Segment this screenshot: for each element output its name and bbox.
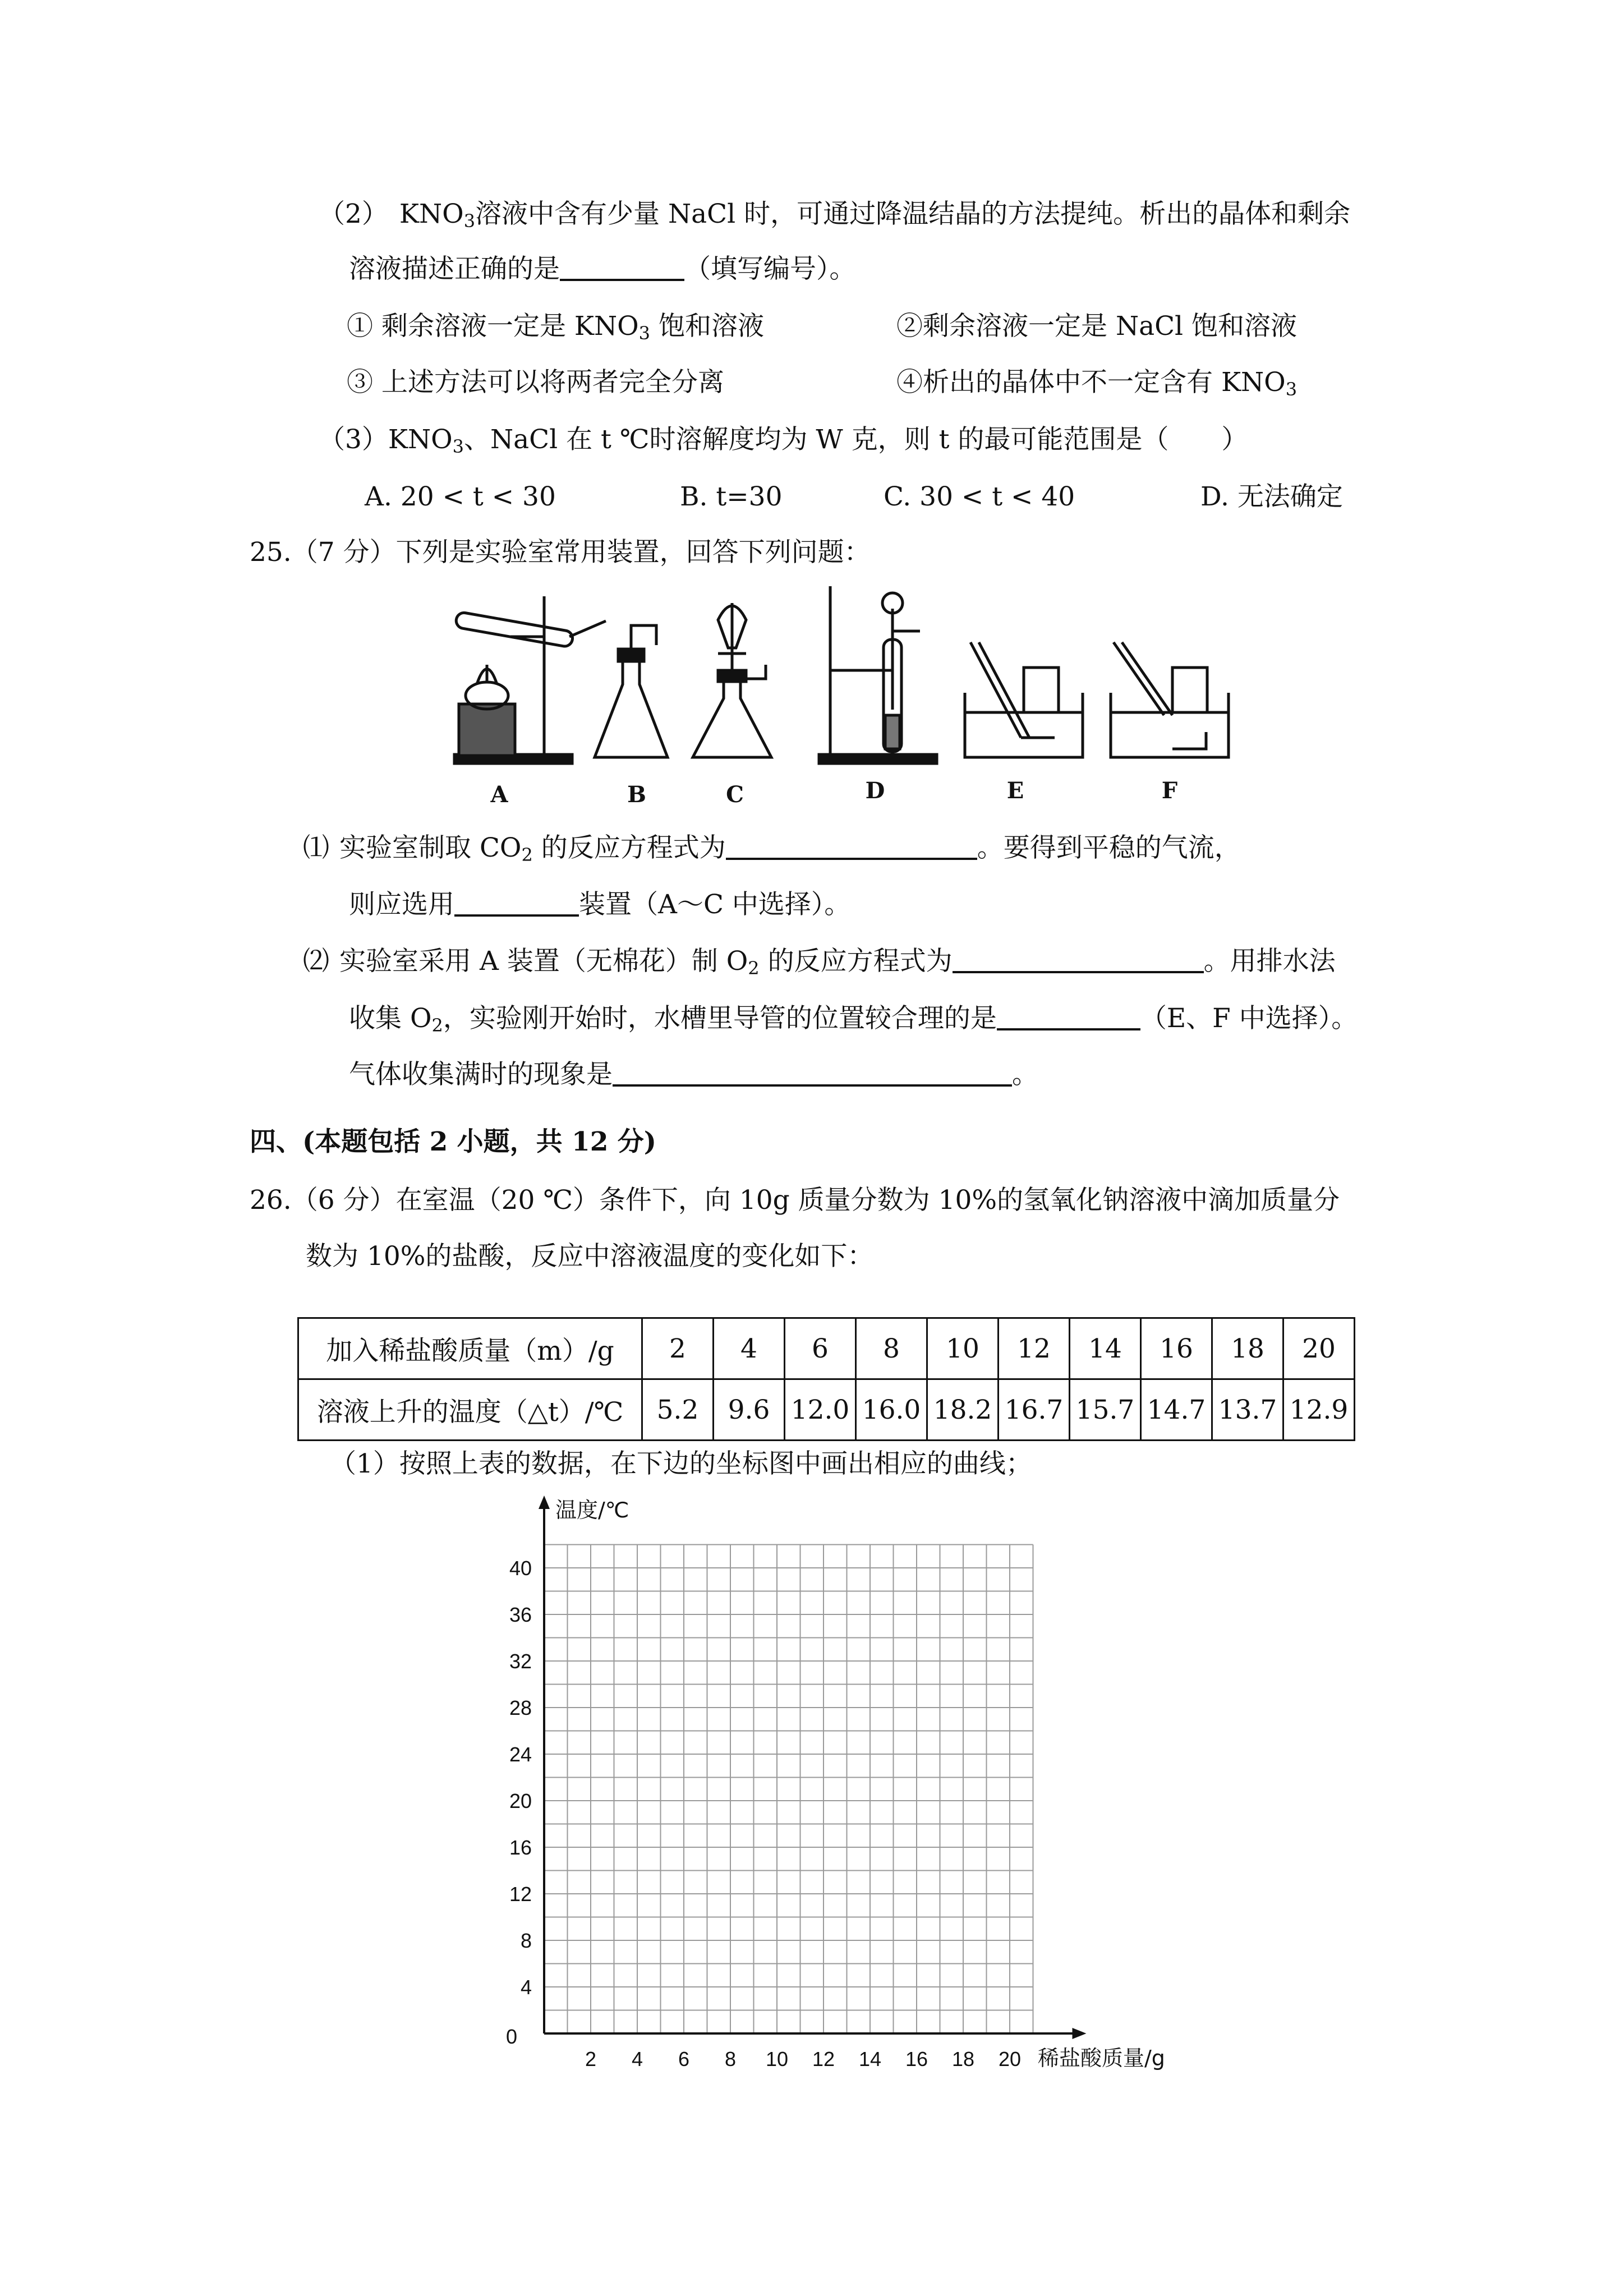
q24-choice-c: C. 30 < t < 40 — [884, 481, 1075, 512]
x-tick-label: 8 — [724, 2047, 737, 2070]
q24-choice-a: A. 20 < t < 30 — [365, 481, 556, 512]
apparatus-f-icon — [1111, 642, 1229, 757]
table-cell: 12.0 — [785, 1379, 856, 1441]
q25-title: 25.（7 分）下列是实验室常用装置，回答下列问题： — [250, 537, 871, 568]
table-cell: 16.7 — [999, 1379, 1070, 1441]
x-axis-arrow-icon — [1073, 2028, 1087, 2039]
chart-axes — [539, 1496, 1087, 2039]
y-tick-label: 40 — [509, 1557, 532, 1580]
table-cell: 16.0 — [856, 1379, 927, 1441]
table-cell: 18.2 — [927, 1379, 999, 1441]
chart-tick-labels — [506, 1557, 1021, 2070]
x-tick-label: 16 — [905, 2047, 928, 2070]
q26-line1: 26.（6 分）在室温（20 ℃）条件下，向 10g 质量分数为 10%的氢氧化钠溶液中滴加质量分 — [250, 1185, 1340, 1216]
q24-option-2: ②剩余溶液一定是 NaCl 饱和溶液 — [896, 311, 1298, 342]
q24-choice-d: D. 无法确定 — [1200, 481, 1343, 512]
table-row — [298, 1379, 1355, 1441]
x-tick-label: 12 — [812, 2047, 835, 2070]
y-tick-label: 12 — [509, 1883, 532, 1906]
y-tick-label: 16 — [509, 1836, 532, 1859]
table-cell: 13.7 — [1212, 1379, 1283, 1441]
section-heading: 四、(本题包括 2 小题，共 12 分) — [250, 1126, 657, 1157]
apparatus-label-a: A — [490, 781, 508, 808]
temperature-grid-chart[interactable] — [488, 1492, 1195, 2081]
table-cell: 14.7 — [1141, 1379, 1212, 1441]
x-tick-label: 2 — [585, 2047, 597, 2070]
apparatus-label-c: C — [726, 781, 744, 808]
table-cell: 15.7 — [1070, 1379, 1141, 1441]
temperature-data-table — [297, 1317, 1355, 1441]
answer-blank[interactable] — [560, 254, 684, 281]
table-cell: 12.9 — [1283, 1379, 1355, 1441]
table-row — [298, 1318, 1355, 1379]
q24-part2-line1: （2） $KNO_3$溶液中含有少量 NaCl 时，可通过降温结晶的方法提纯。析出的晶体和剩余 — [319, 199, 1351, 232]
chart-grid — [544, 1545, 1033, 2034]
x-tick-label: 20 — [998, 2047, 1022, 2070]
apparatus-b-icon — [595, 625, 668, 757]
y-tick-label: 32 — [509, 1650, 532, 1673]
q24-part2-line2: 溶液描述正确的是 （填写编号）。 — [349, 254, 856, 284]
y-tick-label: 20 — [509, 1789, 532, 1812]
y-tick-label: 36 — [509, 1603, 532, 1626]
apparatus-c-icon — [693, 603, 771, 757]
q26-line2: 数为 10%的盐酸，反应中溶液温度的变化如下： — [306, 1241, 874, 1272]
x-tick-label: 10 — [765, 2047, 789, 2070]
q24-option-1: ① 剩余溶液一定是 $KNO_3$ 饱和溶液 — [347, 311, 764, 344]
q24-choice-b: B. t=30 — [680, 481, 783, 512]
table-cell: 5.2 — [642, 1379, 714, 1441]
table-cell: 2 — [642, 1318, 714, 1379]
table-cell: 4 — [714, 1318, 785, 1379]
table-cell: 12 — [999, 1318, 1070, 1379]
x-tick-label: 14 — [858, 2047, 882, 2070]
q24-option-3: ③ 上述方法可以将两者完全分离 — [347, 367, 724, 398]
x-tick-label: 6 — [678, 2047, 690, 2070]
q25-sub2-line1: ⑵ 实验室采用 A 装置（无棉花）制 $O_2$ 的反应方程式为 。用排水法 — [303, 946, 1336, 979]
y-tick-label: 8 — [520, 1929, 532, 1952]
q25-sub2-line2: 收集 $O_2$，实验刚开始时，水槽里导管的位置较合理的是 （E、F 中选择）。 — [349, 1003, 1358, 1036]
q25-sub1-line2: 则应选用 装置（A～C 中选择）。 — [349, 889, 851, 920]
table-cell: 16 — [1141, 1318, 1212, 1379]
y-axis-label: 温度/℃ — [555, 1498, 629, 1522]
apparatus-label-b: B — [627, 781, 646, 808]
answer-blank[interactable] — [454, 890, 579, 917]
table-cell: 6 — [785, 1318, 856, 1379]
x-tick-label: 4 — [631, 2047, 643, 2070]
table-header-cell: 溶液上升的温度（△t）/℃ — [298, 1379, 642, 1441]
q24-option-4: ④析出的晶体中不一定含有 $KNO_3$ — [896, 367, 1298, 400]
table-cell: 20 — [1283, 1318, 1355, 1379]
table-cell: 18 — [1212, 1318, 1283, 1379]
answer-blank[interactable] — [953, 946, 1204, 973]
table-header-cell: 加入稀盐酸质量（m）/g — [298, 1318, 642, 1379]
apparatus-label-d: D — [865, 777, 885, 804]
q25-sub1-line1: ⑴ 实验室制取 $CO_2$ 的反应方程式为 。要得到平稳的气流， — [303, 832, 1241, 866]
table-cell: 8 — [856, 1318, 927, 1379]
apparatus-e-icon — [965, 642, 1083, 757]
lab-apparatus-figure — [443, 586, 1240, 811]
q25-sub2-line3: 气体收集满时的现象是 。 — [349, 1059, 1038, 1090]
y-axis-arrow-icon — [539, 1496, 550, 1509]
apparatus-label-f: F — [1161, 777, 1178, 804]
answer-blank[interactable] — [613, 1060, 1012, 1087]
y-tick-label: 28 — [509, 1696, 532, 1719]
x-axis-label: 稀盐酸质量/g — [1038, 2046, 1165, 2070]
table-cell: 9.6 — [714, 1379, 785, 1441]
y-tick-label: 0 — [505, 2025, 517, 2048]
q24-part3: $(3)KNO_3$、NaCl 在 t ℃时溶解度均为 W 克，则 t 的最可能范围是（ ） — [319, 424, 1248, 457]
answer-blank[interactable] — [997, 1004, 1140, 1030]
table-cell: 14 — [1070, 1318, 1141, 1379]
q26-part1: （1）按照上表的数据，在下边的坐标图中画出相应的曲线； — [330, 1448, 1032, 1479]
table-cell: 10 — [927, 1318, 999, 1379]
apparatus-label-e: E — [1006, 777, 1024, 804]
y-tick-label: 4 — [520, 1976, 532, 1999]
answer-blank[interactable] — [726, 833, 977, 860]
y-tick-label: 24 — [509, 1743, 532, 1766]
apparatus-a-icon — [454, 596, 606, 763]
apparatus-d-icon — [819, 586, 937, 763]
x-tick-label: 18 — [951, 2047, 975, 2070]
